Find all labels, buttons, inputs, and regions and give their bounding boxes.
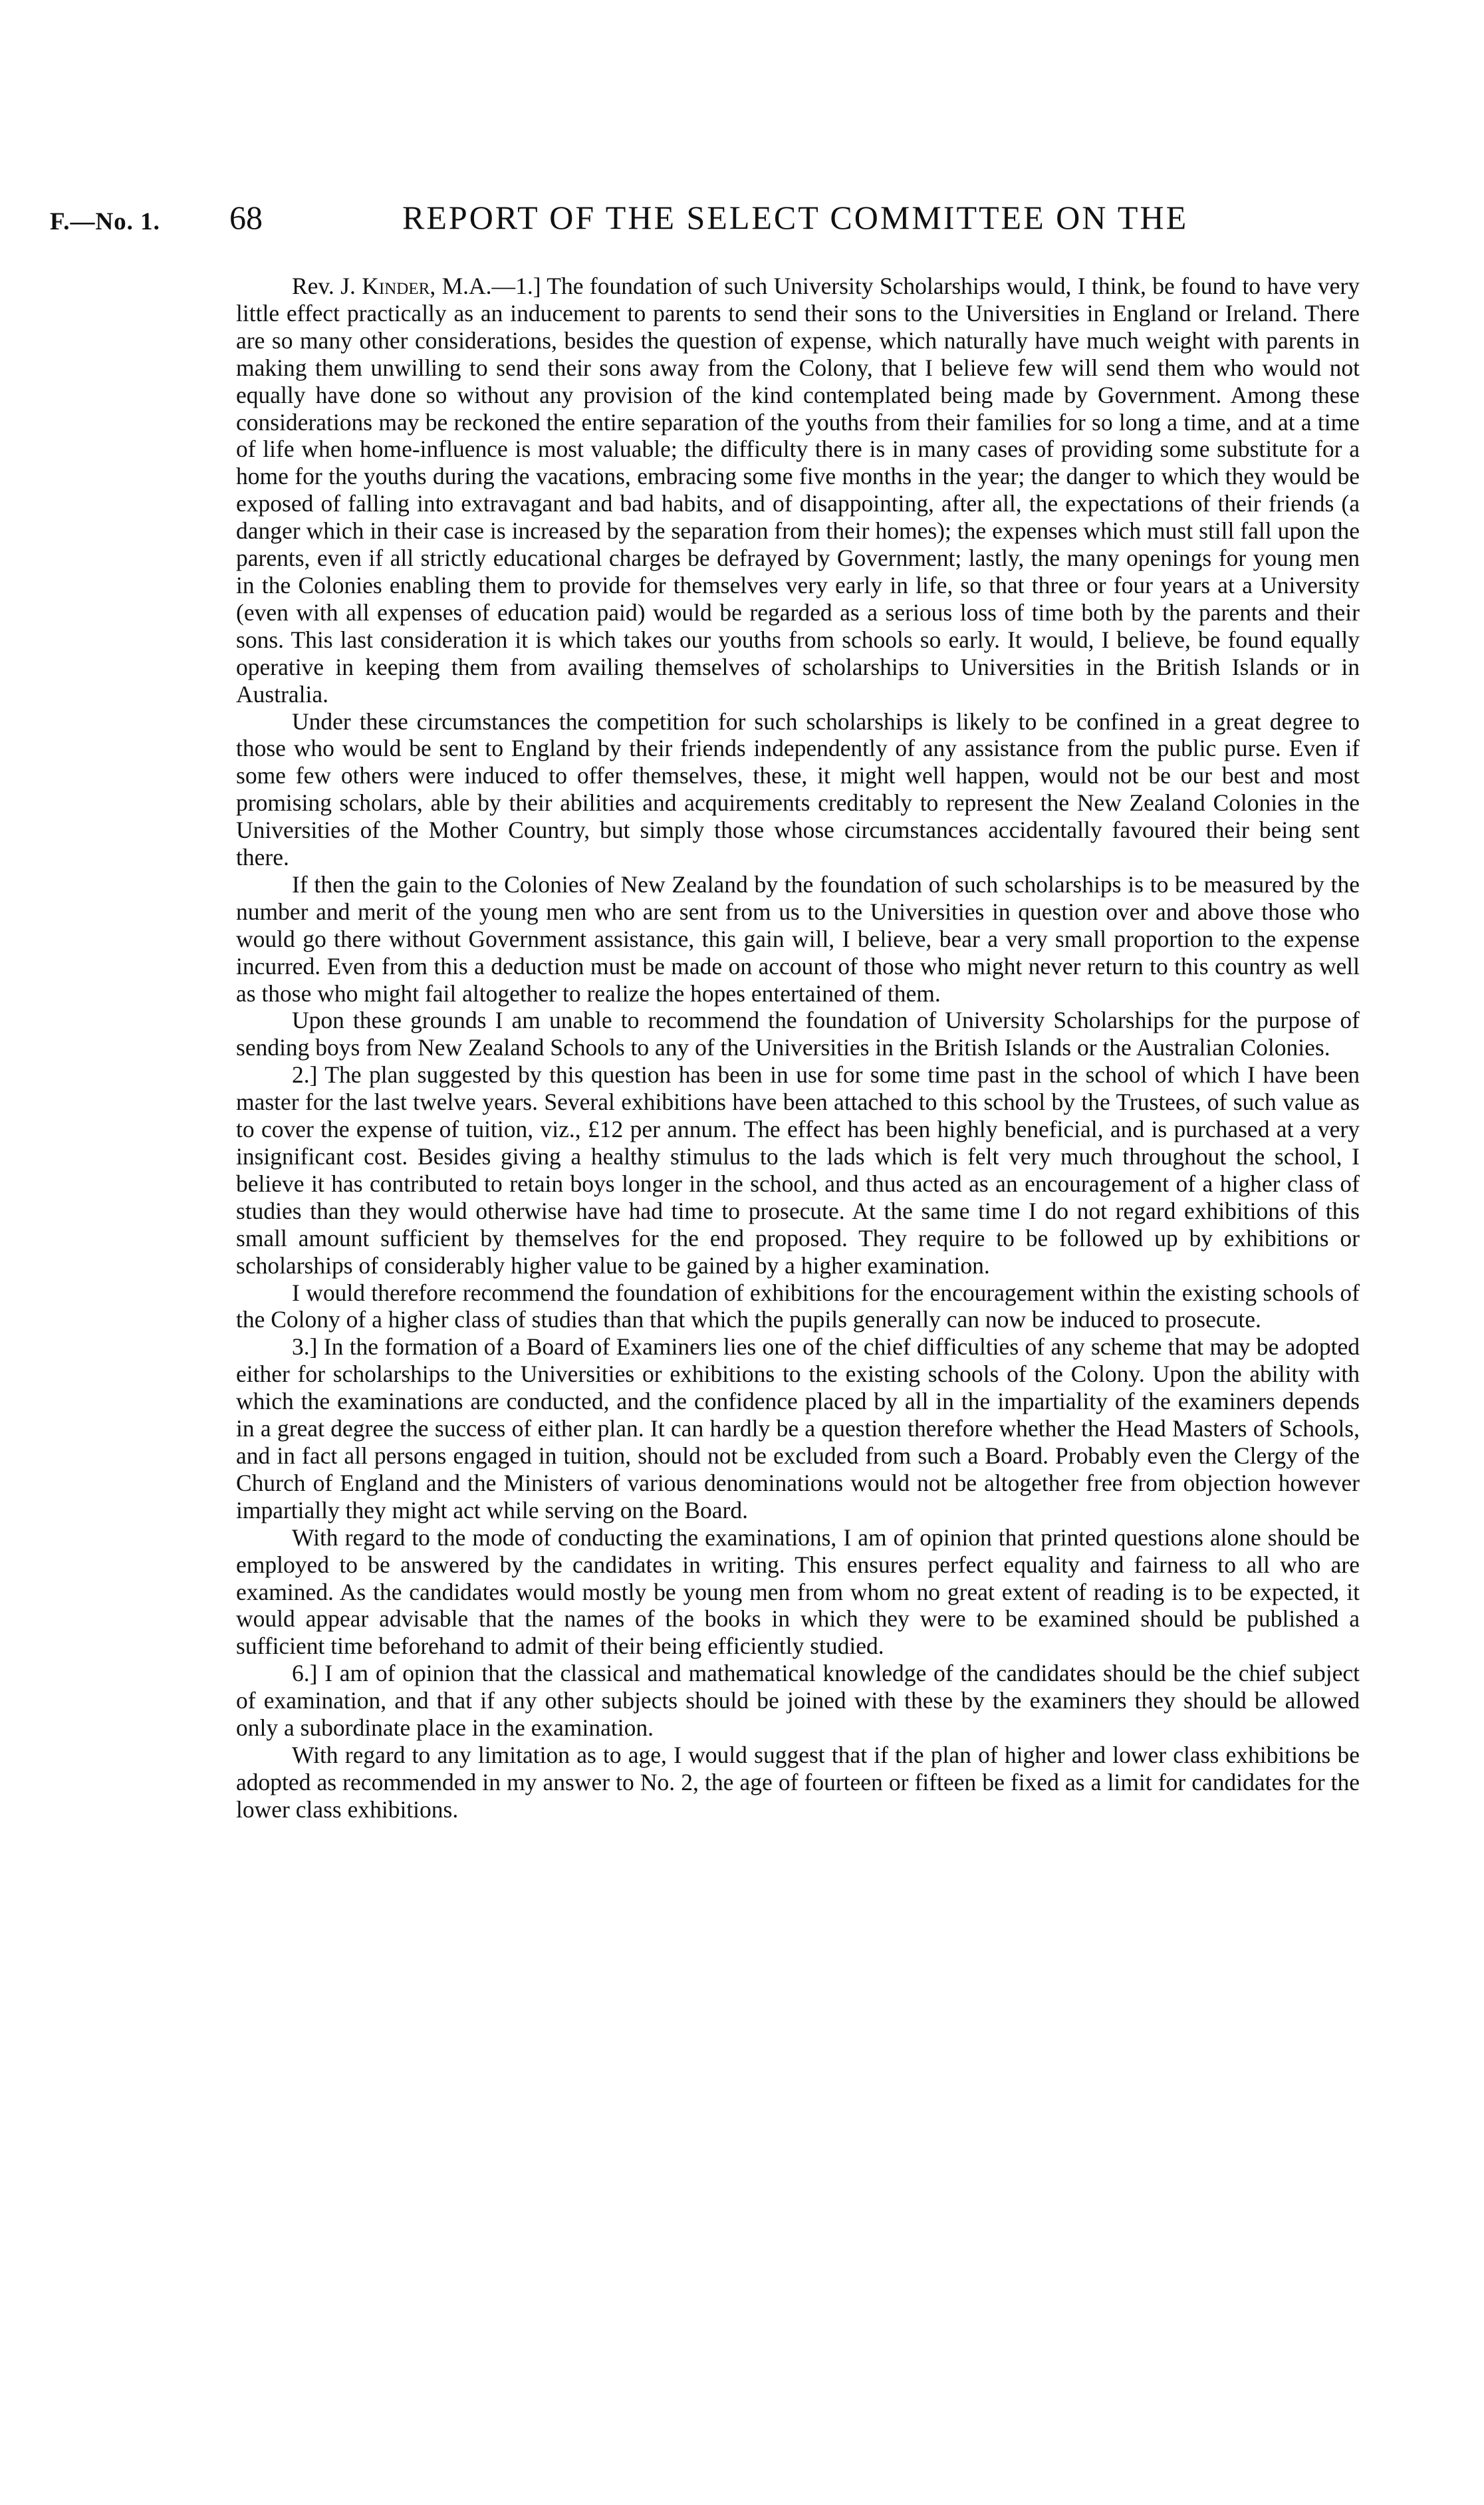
page-header [50,198,1380,245]
witness-suffix: , M.A.— [430,273,516,299]
paragraph: Upon these grounds I am unable to recommend the foundation of University Scholarships for the purpose of sending boys from New Zealand Schools to any of the Universities in the British Islands or the Australian Colonies. [236,1007,1360,1061]
paragraph: Under these circumstances the competition for such scholarships is likely to be confined in a great degree to those who would be sent to England by their friends independently of any assistance from the public purse. Even if some few others were induced to offer themselves, these, it might well happen, would not be our best and most promising scholars, able by their abilities and acquirements creditably to represent the New Zealand Colonies in the Universities of the Mother Country, but simply those whose circumstances accidentally favoured their being sent there. [236,708,1360,871]
document-body [236,273,1360,1823]
paragraph: 6.] I am of opinion that the classical and mathematical knowledge of the candidates should be the chief subject of examination, and that if any other subjects should be joined with these by the examiners they should be allowed only a subordinate place in the examination. [236,1660,1360,1742]
witness-name: Kinder [362,273,430,299]
witness-prefix: Rev. J. [292,273,362,299]
running-title: REPORT OF THE SELECT COMMITTEE ON THE [402,199,1189,236]
paper-reference: F.—No. 1. [50,208,160,235]
paragraph: 2.] The plan suggested by this question has been in use for some time past in the school of which I have been master for the last twelve years. Several exhibitions have been attached to this school by the Trustees, of such value as to cover the expense of tuition, viz., £12 per annum. The effect has been highly beneficial, and is purchased at a very insignificant cost. Besides giving a healthy stimulus to the lads which is felt very much throughout the school, I believe it has contributed to retain boys longer in the school, and thus acted as an encouragement of a higher class of studies than they would otherwise have had time to prosecute. At the same time I do not regard exhibitions of this small amount sufficient by themselves for the end proposed. They require to be followed up by exhibitions or scholarships of considerably higher value to be gained by a higher examination. [236,1061,1360,1279]
paragraph: 3.] In the formation of a Board of Examiners lies one of the chief difficulties of any scheme that may be adopted either for scholarships to the Universities or exhibitions to the existing schools of the Colony. Upon the ability with which the examinations are conducted, and the confidence placed by all in the impartiality of the examiners depends in a great degree the success of either plan. It can hardly be a question therefore whether the Head Masters of Schools, and in fact all persons engaged in tuition, should not be excluded from such a Board. Probably even the Clergy of the Church of England and the Ministers of various denominations would not be altogether free from objection however impartially they might act while serving on the Board. [236,1333,1360,1523]
paragraph: I would therefore recommend the foundation of exhibitions for the encouragement within the existing schools of the Colony of a higher class of studies than that which the pupils generally can now be induced to prosecute. [236,1279,1360,1333]
paragraph-text: 1.] The foundation of such University Scholarships would, I think, be found to have very little effect practically as an inducement to parents to send their sons to the Universities in England or Ireland. There are so many other considerations, besides the question of expense, which naturally have much weight with parents in making them unwilling to send their sons away from the Colony, that I believe few will send them who would not equally have done so without any provision of the kind contemplated being made by Government. Among these considerations may be reckoned the entire separation of the youths from their families for so long a time, and at a time of life when home-influence is most valuable; the difficulty there is in many cases of providing some substitute for a home for the youths during the vacations, embracing some five months in the year; the danger to which they would be exposed of falling into extravagant and bad habits, and of disappointing, after all, the expectations of their friends (a danger which in their case is increased by the separation from their homes); the expenses which must still fall upon the parents, even if all strictly educational charges be defrayed by Government; lastly, the many openings for young men in the Colonies enabling them to provide for themselves very early in life, so that three or four years at a University (even with all expenses of education paid) would be regarded as a serious loss of time both by the parents and their sons. This last consideration it is which takes our youths from schools so early. It would, I believe, be found equally operative in keeping them from availing themselves of scholarships to Universities in the British Islands or in Australia. [236,273,1360,708]
paragraph [236,273,1360,708]
paragraph: With regard to any limitation as to age, I would suggest that if the plan of higher and lower class exhibitions be adopted as recommended in my answer to No. 2, the age of fourteen or fifteen be fixed as a limit for candidates for the lower class exhibitions. [236,1741,1360,1823]
paragraph: If then the gain to the Colonies of New Zealand by the foundation of such scholarships is to be measured by the number and merit of the young men who are sent from us to the Universities in question over and above those who would go there without Government assistance, this gain will, I believe, bear a very small proportion to the expense incurred. Even from this a deduction must be made on account of those who might never return to this country as well as those who might fail altogether to realize the hopes entertained of them. [236,870,1360,1007]
page-number: 68 [229,199,263,236]
paragraph: With regard to the mode of conducting the examinations, I am of opinion that printed questions alone should be employed to be answered by the candidates in writing. This ensures perfect equality and fairness to all who are examined. As the candidates would mostly be young men from whom no great extent of reading is to be expected, it would appear advisable that the names of the books in which they were to be examined should be published a sufficient time beforehand to admit of their being efficiently studied. [236,1523,1360,1660]
